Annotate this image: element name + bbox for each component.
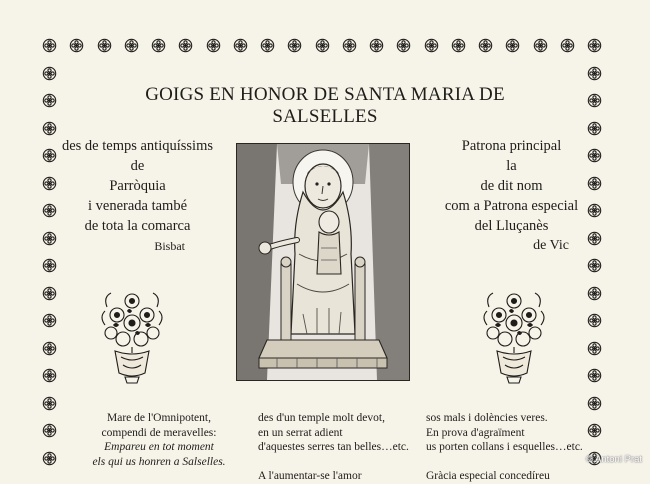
verse-column-2 — [258, 411, 428, 484]
verse-line: sos mals i dolències veres. — [426, 412, 548, 424]
rosette-icon — [42, 258, 57, 273]
right-line: la — [506, 158, 517, 174]
rosette-icon — [451, 38, 466, 53]
rosette-icon — [560, 38, 575, 53]
rosette-icon — [151, 38, 166, 53]
rosette-icon — [42, 66, 57, 81]
left-line: i venerada també — [87, 198, 188, 214]
left-line: de — [130, 158, 145, 174]
rosette-icon — [587, 258, 602, 273]
rosette-icon — [42, 121, 57, 136]
right-text-block — [424, 136, 599, 256]
rosette-icon — [424, 38, 439, 53]
rosette-icon — [587, 368, 602, 383]
rosette-icon — [587, 313, 602, 328]
right-line: del Lluçanès — [474, 218, 549, 234]
verse-line: En prova d'agraïment — [426, 426, 525, 439]
page-title: GOIGS EN HONOR DE SANTA MARIA DE SALSELLES — [145, 84, 505, 127]
rosette-icon — [42, 38, 57, 53]
right-bouquet-ornament — [483, 287, 545, 385]
rosette-icon — [178, 38, 193, 53]
verse-line: Mare de l'Omnipotent, — [107, 412, 211, 424]
left-line: Parròquia — [109, 178, 166, 194]
rosette-icon — [287, 38, 302, 53]
rosette-icon — [97, 38, 112, 53]
verse-line: els qui us honren a Salselles. — [92, 455, 226, 468]
rosette-icon — [342, 38, 357, 53]
rosette-icon — [587, 396, 602, 411]
right-line: Patrona principal — [461, 138, 562, 154]
rosette-icon — [124, 38, 139, 53]
verse-line: Empareu en tot moment — [104, 441, 214, 453]
verse-line — [426, 455, 606, 470]
rosette-icon — [42, 368, 57, 383]
left-text-block — [50, 136, 225, 256]
right-line: com a Patrona especial — [444, 198, 579, 214]
verse-line: us porten collans i esquelles…etc. — [426, 441, 583, 453]
virgin-statue-image — [236, 143, 410, 381]
right-line: de dit nom — [480, 178, 543, 194]
verse-line: en un serrat adient — [258, 426, 343, 439]
rosette-icon — [505, 38, 520, 53]
rosette-icon — [69, 38, 84, 53]
rosette-icon — [260, 38, 275, 53]
right-line: de Vic — [533, 238, 569, 253]
verse-line: d'aquestes serres tan belles…etc. — [258, 441, 409, 453]
verse-line — [258, 455, 428, 470]
copyright-watermark: © Antoni Prat — [585, 454, 642, 465]
rosette-icon — [42, 423, 57, 438]
virgin-and-child-icon — [237, 144, 409, 380]
rosette-icon — [587, 93, 602, 108]
verse-line: Gràcia especial concedíreu — [426, 470, 550, 482]
rosette-icon — [587, 286, 602, 301]
rosette-icon — [396, 38, 411, 53]
verse-line: A l'aumentar-se l'amor — [258, 470, 362, 482]
verse-line: des d'un temple molt devot, — [258, 412, 385, 424]
left-line: des de temps antiquíssims — [61, 138, 214, 154]
rosette-icon — [315, 38, 330, 53]
verse-column-3 — [426, 411, 606, 484]
rosette-icon — [42, 93, 57, 108]
flower-bouquet-icon — [483, 287, 545, 385]
rosette-icon — [369, 38, 384, 53]
rosette-icon — [587, 66, 602, 81]
left-line: Bisbat — [154, 239, 185, 253]
verse-column-1 — [84, 411, 234, 469]
rosette-icon — [42, 313, 57, 328]
rosette-icon — [587, 38, 602, 53]
rosette-icon — [478, 38, 493, 53]
rosette-icon — [42, 396, 57, 411]
rosette-icon — [533, 38, 548, 53]
rosette-icon — [587, 121, 602, 136]
left-line: de tota la comarca — [84, 218, 191, 234]
rosette-icon — [42, 341, 57, 356]
rosette-icon — [42, 286, 57, 301]
flower-bouquet-icon — [101, 287, 163, 385]
rosette-icon — [587, 341, 602, 356]
left-bouquet-ornament — [101, 287, 163, 385]
verse-line: compendi de meravelles: — [101, 426, 217, 439]
rosette-icon — [42, 451, 57, 466]
rosette-icon — [233, 38, 248, 53]
rosette-icon — [206, 38, 221, 53]
